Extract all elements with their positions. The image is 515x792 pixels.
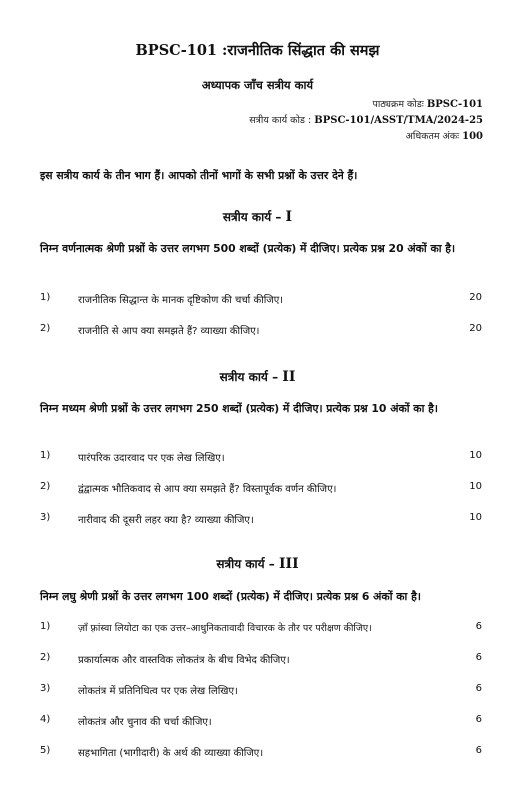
question-row bbox=[40, 683, 482, 699]
course-code-line bbox=[372, 97, 483, 110]
question-row bbox=[40, 714, 482, 730]
page-subtitle: अध्यापक जाँच सत्रीय कार्य bbox=[201, 78, 314, 92]
question-number: 3) bbox=[40, 512, 51, 523]
intro-text: इस सत्रीय कार्य के तीन भाग हैं। आपको तीनों भागों के सभी प्रश्नों के उत्तर देने हैं। bbox=[40, 169, 358, 182]
question-text: सहभागिता (भागीदारी) के अर्थ की व्याख्या कीजिए। bbox=[78, 748, 264, 759]
course-code-label: पाठ्यक्रम कोडः bbox=[372, 99, 424, 110]
question-number: 1) bbox=[40, 292, 51, 303]
question-row bbox=[40, 323, 482, 339]
question-row bbox=[40, 621, 482, 637]
question-marks: 10 bbox=[469, 481, 482, 492]
question-number: 2) bbox=[40, 652, 51, 663]
question-number: 2) bbox=[40, 481, 51, 492]
section-instruction: निम्न मध्यम श्रेणी प्रश्नों के उत्तर लगभग 250 शब्दों (प्रत्येक) में दीजिए। प्रत्येक प्रश्न 10 अंकों का है। bbox=[40, 402, 438, 415]
course-code-value: BPSC-101 bbox=[426, 99, 483, 110]
question-number: 1) bbox=[40, 621, 51, 632]
question-number: 2) bbox=[40, 323, 51, 334]
section-instruction: निम्न लघु श्रेणी प्रश्नों के उत्तर लगभग 100 शब्दों (प्रत्येक) में दीजिए। प्रत्येक प्रश्न 6 अंकों का है। bbox=[40, 590, 421, 603]
question-text: ज़ाँ फ़्रांस्वा लियोटा का एक उत्तर–आधुनिकतावादी विचारक के तौर पर परीक्षण कीजिए। bbox=[78, 623, 372, 634]
section-numeral: II bbox=[282, 369, 296, 385]
question-marks: 20 bbox=[469, 323, 482, 334]
section-instruction: निम्न वर्णनात्मक श्रेणी प्रश्नों के उत्तर लगभग 500 शब्दों (प्रत्येक) में दीजिए। प्रत्येक प्रश्न 20 अंकों का है। bbox=[40, 242, 456, 255]
question-marks: 20 bbox=[469, 292, 482, 303]
question-row bbox=[40, 481, 482, 497]
section-title bbox=[0, 368, 515, 385]
question-number: 1) bbox=[40, 450, 51, 461]
section-title bbox=[0, 208, 515, 225]
question-number: 5) bbox=[40, 745, 51, 756]
section-title-text: सत्रीय कार्य – bbox=[222, 210, 282, 224]
question-row bbox=[40, 652, 482, 668]
max-marks-label: अधिकतम अंकः bbox=[405, 131, 460, 142]
question-text: नारीवाद की दूसरी लहर क्या है? व्याख्या कीजिए। bbox=[78, 515, 254, 526]
question-row bbox=[40, 292, 482, 308]
question-text: राजनीतिक सिद्धान्त के मानक दृष्टिकोण की चर्चा कीजिए। bbox=[78, 295, 284, 306]
assignment-code-value: BPSC-101/ASST/TMA/2024-25 bbox=[314, 115, 483, 126]
question-marks: 10 bbox=[469, 512, 482, 523]
question-marks: 6 bbox=[475, 621, 482, 632]
section-title-text: सत्रीय कार्य – bbox=[216, 557, 275, 571]
question-row bbox=[40, 450, 482, 466]
max-marks-value: 100 bbox=[462, 131, 483, 142]
question-text: राजनीति से आप क्या समझते हैं? व्याख्या कीजिए। bbox=[78, 326, 260, 337]
question-marks: 6 bbox=[475, 714, 482, 725]
section-title-text: सत्रीय कार्य – bbox=[219, 370, 279, 384]
question-marks: 6 bbox=[475, 683, 482, 694]
question-text: पारंपरिक उदारवाद पर एक लेख लिखिए। bbox=[78, 453, 225, 464]
section-title bbox=[0, 555, 515, 572]
max-marks-line bbox=[406, 129, 483, 142]
question-number: 4) bbox=[40, 714, 51, 725]
assignment-code-label: सत्रीय कार्य कोड : bbox=[249, 115, 312, 126]
assignment-code-line bbox=[249, 113, 483, 126]
section-numeral: I bbox=[285, 209, 293, 225]
page-title: BPSC-101 :राजनीतिक सिंद्धात की समझ bbox=[135, 42, 380, 59]
section-numeral: III bbox=[278, 556, 299, 572]
question-row bbox=[40, 745, 482, 761]
question-text: द्वंद्वात्मक भौतिकवाद से आप क्या समझते हैं? विस्तापूर्वक वर्णन कीजिए। bbox=[78, 484, 337, 495]
question-text: प्रकार्यात्मक और वास्तविक लोकतंत्र के बीच विभेद कीजिए। bbox=[78, 655, 290, 666]
question-marks: 10 bbox=[469, 450, 482, 461]
question-marks: 6 bbox=[475, 652, 482, 663]
question-text: लोकतंत्र और चुनाव की चर्चा कीजिए। bbox=[78, 717, 212, 728]
question-marks: 6 bbox=[475, 745, 482, 756]
question-text: लोकतंत्र में प्रतिनिधित्व पर एक लेख लिखिए। bbox=[78, 686, 238, 697]
question-number: 3) bbox=[40, 683, 51, 694]
question-row bbox=[40, 512, 482, 528]
